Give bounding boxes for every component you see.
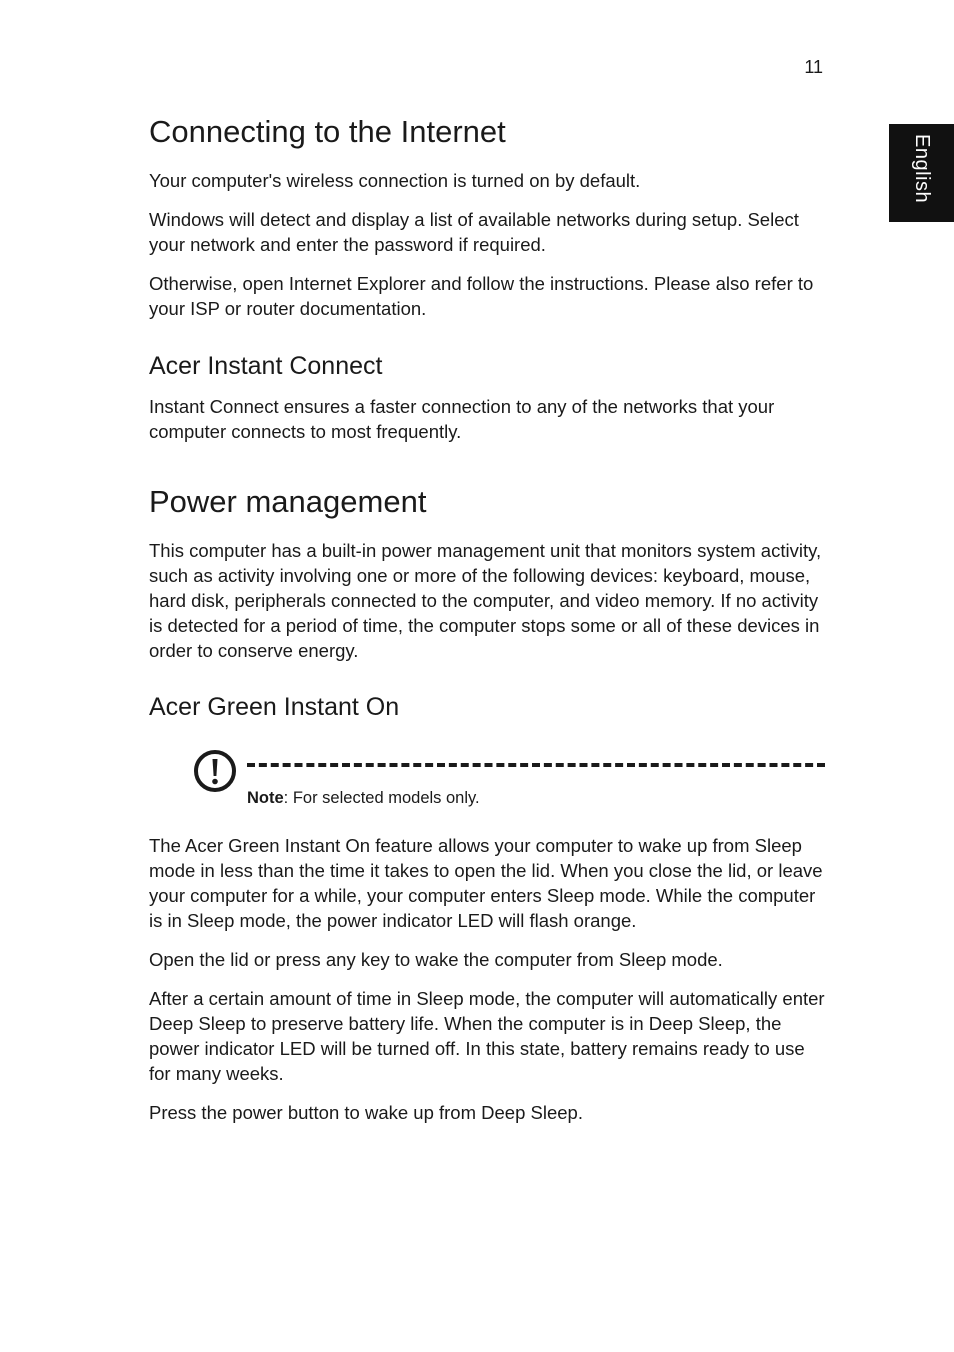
exclamation-circle-icon <box>193 749 237 793</box>
note-box <box>149 733 825 805</box>
note-label: Note <box>247 789 284 807</box>
page-content <box>149 112 825 1125</box>
section-title-power: Power management <box>149 484 427 519</box>
paragraph: Press the power button to wake up from Deep Sleep. <box>149 1102 583 1123</box>
paragraph: After a certain amount of time in Sleep mode, the computer will automatically enter Deep Sleep to preserve battery life. When the computer is in Deep Sleep, the power indicator LED will be turned off. In this state, battery remains ready to use for many weeks. <box>149 988 825 1084</box>
language-tab <box>889 124 954 222</box>
paragraph: Windows will detect and display a list of available networks during setup. Select your network and enter the password if required. <box>149 209 799 255</box>
section-title-internet: Connecting to the Internet <box>149 114 506 149</box>
note-body: : For selected models only. <box>283 789 480 807</box>
page-number: 11 <box>804 57 823 77</box>
paragraph: This computer has a built-in power management unit that monitors system activity, such as activity involving one or more of the following devices: keyboard, mouse, hard disk, peripherals connected to the computer, and video memory. If no activity is detected for a period of time, the computer stops some or all of these devices in order to conserve energy. <box>149 540 822 661</box>
note-text <box>247 787 480 809</box>
paragraph: The Acer Green Instant On feature allows your computer to wake up from Sleep mode in less than the time it takes to open the lid. When you close the lid, or leave your computer for a while, your computer enters Sleep mode. While the computer is in Sleep mode, the power indicator LED will flash orange. <box>149 835 823 931</box>
subsection-title-green-instant-on: Acer Green Instant On <box>149 693 400 721</box>
note-divider <box>247 763 825 767</box>
paragraph: Instant Connect ensures a faster connection to any of the networks that your computer connects to most frequently. <box>149 396 775 442</box>
language-tab-label: English <box>911 134 933 204</box>
paragraph: Your computer's wireless connection is turned on by default. <box>149 170 641 191</box>
paragraph: Otherwise, open Internet Explorer and follow the instructions. Please also refer to your ISP or router documentation. <box>149 273 814 319</box>
paragraph: Open the lid or press any key to wake the computer from Sleep mode. <box>149 949 723 970</box>
subsection-title-instant-connect: Acer Instant Connect <box>149 352 383 380</box>
